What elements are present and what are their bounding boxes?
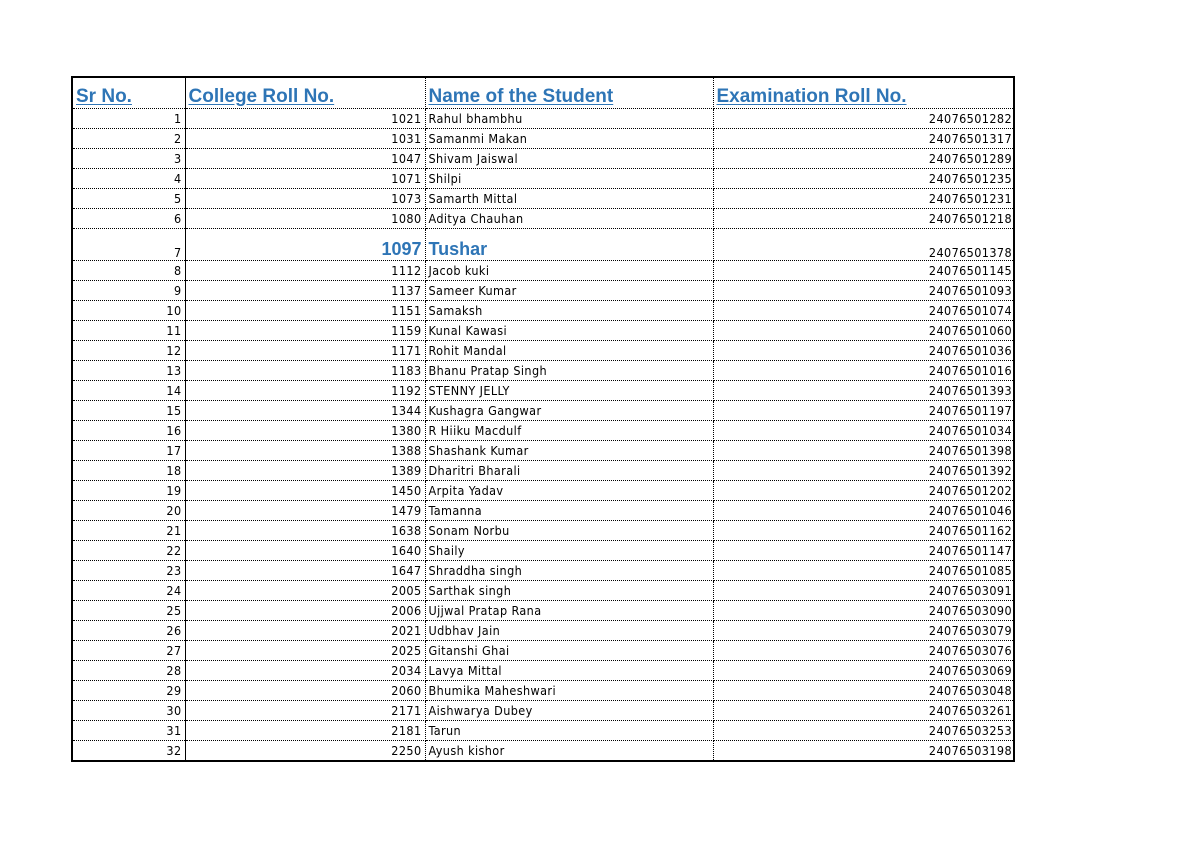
table-row	[73, 501, 1015, 521]
college-roll-cell: 1151	[185, 301, 425, 321]
college-roll-cell: 1389	[185, 461, 425, 481]
student-name-cell: Samanmi Makan	[425, 129, 713, 149]
exam-roll-cell: 24076501074	[713, 301, 1015, 321]
student-name-cell: Rohit Mandal	[425, 341, 713, 361]
sr-no-cell: 12	[73, 341, 185, 361]
sr-no-cell: 17	[73, 441, 185, 461]
college-roll-cell: 2171	[185, 701, 425, 721]
table-row	[73, 541, 1015, 561]
college-roll-cell: 1073	[185, 189, 425, 209]
sr-no-cell: 15	[73, 401, 185, 421]
table-row	[73, 741, 1015, 761]
sr-no-cell: 24	[73, 581, 185, 601]
student-name-cell: Sonam Norbu	[425, 521, 713, 541]
exam-roll-cell: 24076503253	[713, 721, 1015, 741]
student-name-cell: Rahul bhambhu	[425, 109, 713, 129]
college-roll-cell: 2005	[185, 581, 425, 601]
student-name-cell: Udbhav Jain	[425, 621, 713, 641]
exam-roll-cell: 24076501036	[713, 341, 1015, 361]
student-name-cell: Ayush kishor	[425, 741, 713, 761]
table-row	[73, 421, 1015, 441]
student-name-cell: Tamanna	[425, 501, 713, 521]
table-row	[73, 301, 1015, 321]
sr-no-cell: 23	[73, 561, 185, 581]
exam-roll-cell: 24076501162	[713, 521, 1015, 541]
sr-no-cell: 3	[73, 149, 185, 169]
table-row	[73, 521, 1015, 541]
college-roll-cell: 1071	[185, 169, 425, 189]
student-name-cell: R Hiiku Macdulf	[425, 421, 713, 441]
student-name-cell: Samaksh	[425, 301, 713, 321]
sr-no-cell: 29	[73, 681, 185, 701]
sr-no-cell: 10	[73, 301, 185, 321]
table-row	[73, 381, 1015, 401]
student-name-cell: Aditya Chauhan	[425, 209, 713, 229]
college-roll-cell: 1344	[185, 401, 425, 421]
student-name-cell: Shashank Kumar	[425, 441, 713, 461]
college-roll-cell: 1097	[185, 229, 425, 261]
table-row	[73, 401, 1015, 421]
table-row	[73, 481, 1015, 501]
student-name-cell: Kunal Kawasi	[425, 321, 713, 341]
college-roll-cell: 1380	[185, 421, 425, 441]
table-row	[73, 341, 1015, 361]
header-college-roll-no: College Roll No.	[185, 78, 425, 109]
college-roll-cell: 2021	[185, 621, 425, 641]
student-name-cell: Shaily	[425, 541, 713, 561]
student-name-cell: Bhumika Maheshwari	[425, 681, 713, 701]
exam-roll-cell: 24076503261	[713, 701, 1015, 721]
college-roll-cell: 2034	[185, 661, 425, 681]
header-examination-roll-no: Examination Roll No.	[713, 78, 1015, 109]
student-name-cell: Tarun	[425, 721, 713, 741]
header-student-name: Name of the Student	[425, 78, 713, 109]
college-roll-cell: 1080	[185, 209, 425, 229]
college-roll-cell: 1183	[185, 361, 425, 381]
college-roll-cell: 2181	[185, 721, 425, 741]
exam-roll-cell: 24076503090	[713, 601, 1015, 621]
exam-roll-cell: 24076501317	[713, 129, 1015, 149]
exam-roll-cell: 24076501145	[713, 261, 1015, 281]
exam-roll-cell: 24076501235	[713, 169, 1015, 189]
sr-no-cell: 20	[73, 501, 185, 521]
table-row	[73, 229, 1015, 261]
student-name-cell: Sarthak singh	[425, 581, 713, 601]
college-roll-cell: 1640	[185, 541, 425, 561]
table-row	[73, 209, 1015, 229]
sr-no-cell: 8	[73, 261, 185, 281]
sr-no-cell: 5	[73, 189, 185, 209]
college-roll-cell: 2006	[185, 601, 425, 621]
college-roll-cell: 2060	[185, 681, 425, 701]
college-roll-cell: 1137	[185, 281, 425, 301]
student-name-cell: Gitanshi Ghai	[425, 641, 713, 661]
sr-no-cell: 28	[73, 661, 185, 681]
table-row	[73, 721, 1015, 741]
student-name-cell: Shraddha singh	[425, 561, 713, 581]
table-row	[73, 149, 1015, 169]
sr-no-cell: 6	[73, 209, 185, 229]
student-name-cell: Tushar	[425, 229, 713, 261]
sr-no-cell: 2	[73, 129, 185, 149]
table-row	[73, 361, 1015, 381]
exam-roll-cell: 24076501197	[713, 401, 1015, 421]
table-row	[73, 261, 1015, 281]
student-name-cell: Kushagra Gangwar	[425, 401, 713, 421]
college-roll-cell: 1647	[185, 561, 425, 581]
exam-roll-cell: 24076501046	[713, 501, 1015, 521]
exam-roll-cell: 24076503198	[928, 743, 1012, 758]
student-name-cell: Bhanu Pratap Singh	[425, 361, 713, 381]
sr-no-cell: 31	[73, 721, 185, 741]
exam-roll-cell: 24076501393	[713, 381, 1015, 401]
sr-no-cell: 9	[73, 281, 185, 301]
sr-no-cell: 1	[73, 109, 185, 129]
college-roll-cell: 1047	[185, 149, 425, 169]
table-row	[73, 681, 1015, 701]
student-name-cell: Arpita Yadav	[425, 481, 713, 501]
sr-no-cell: 11	[73, 321, 185, 341]
student-name-cell: STENNY JELLY	[425, 381, 713, 401]
student-name-cell: Ujjwal Pratap Rana	[425, 601, 713, 621]
sr-no-cell: 14	[73, 381, 185, 401]
table-row	[73, 601, 1015, 621]
exam-roll-cell: 24076501289	[713, 149, 1015, 169]
college-roll-cell: 1159	[185, 321, 425, 341]
college-roll-cell: 1021	[185, 109, 425, 129]
sr-no-cell: 21	[73, 521, 185, 541]
sr-no-cell: 18	[73, 461, 185, 481]
exam-roll-cell: 24076501378	[713, 229, 1015, 261]
table-body	[73, 109, 1015, 761]
student-roll-table	[71, 76, 1015, 762]
exam-roll-cell: 24076501398	[713, 441, 1015, 461]
sr-no-cell: 25	[73, 601, 185, 621]
college-roll-cell: 1388	[185, 441, 425, 461]
exam-roll-cell: 24076501034	[713, 421, 1015, 441]
exam-roll-cell: 24076501093	[713, 281, 1015, 301]
sr-no-cell: 26	[73, 621, 185, 641]
sr-no-cell: 19	[73, 481, 185, 501]
table-row	[73, 109, 1015, 129]
exam-roll-cell: 24076501060	[713, 321, 1015, 341]
sr-no-cell: 27	[73, 641, 185, 661]
exam-roll-cell: 24076501218	[713, 209, 1015, 229]
student-name-cell: Jacob kuki	[425, 261, 713, 281]
sr-no-cell: 32	[73, 741, 185, 761]
table-row	[73, 641, 1015, 661]
student-name-cell: Samarth Mittal	[425, 189, 713, 209]
student-name-cell: Shivam Jaiswal	[425, 149, 713, 169]
header-sr-no: Sr No.	[73, 78, 185, 109]
table-row	[73, 281, 1015, 301]
college-roll-cell: 2250	[185, 741, 425, 761]
exam-roll-cell: 24076503048	[713, 681, 1015, 701]
table-row	[73, 581, 1015, 601]
exam-roll-cell: 24076503076	[713, 641, 1015, 661]
table-row	[73, 461, 1015, 481]
college-roll-cell: 1112	[185, 261, 425, 281]
college-roll-cell: 1171	[185, 341, 425, 361]
college-roll-cell: 1031	[185, 129, 425, 149]
header-row	[73, 78, 1015, 109]
exam-roll-cell: 24076501016	[713, 361, 1015, 381]
sr-no-cell: 22	[73, 541, 185, 561]
table-row	[73, 621, 1015, 641]
exam-roll-cell: 24076501282	[713, 109, 1015, 129]
sr-no-cell: 7	[73, 229, 185, 261]
table-row	[73, 169, 1015, 189]
exam-roll-cell: 24076501392	[713, 461, 1015, 481]
exam-roll-cell: 24076501202	[713, 481, 1015, 501]
student-name-cell: Shilpi	[425, 169, 713, 189]
table-row	[73, 321, 1015, 341]
student-name-cell: Dharitri Bharali	[425, 461, 713, 481]
college-roll-cell: 2025	[185, 641, 425, 661]
table-row	[73, 701, 1015, 721]
sr-no-cell: 16	[73, 421, 185, 441]
table-row	[73, 661, 1015, 681]
college-roll-cell: 1192	[185, 381, 425, 401]
exam-roll-cell: 24076501147	[713, 541, 1015, 561]
sr-no-cell: 30	[73, 701, 185, 721]
college-roll-cell: 1450	[185, 481, 425, 501]
exam-roll-cell: 24076501231	[713, 189, 1015, 209]
exam-roll-cell: 24076503091	[713, 581, 1015, 601]
student-name-cell: Lavya Mittal	[425, 661, 713, 681]
table-row	[73, 561, 1015, 581]
college-roll-cell: 1479	[185, 501, 425, 521]
table-row	[73, 441, 1015, 461]
roll-list-table	[73, 78, 1015, 760]
college-roll-cell: 1638	[185, 521, 425, 541]
student-name-cell: Aishwarya Dubey	[425, 701, 713, 721]
exam-roll-cell: 24076501085	[713, 561, 1015, 581]
student-name-cell: Sameer Kumar	[425, 281, 713, 301]
table-row	[73, 189, 1015, 209]
sr-no-cell: 13	[73, 361, 185, 381]
table-row	[73, 129, 1015, 149]
exam-roll-cell: 24076503079	[713, 621, 1015, 641]
exam-roll-cell: 24076503069	[713, 661, 1015, 681]
sr-no-cell: 4	[73, 169, 185, 189]
